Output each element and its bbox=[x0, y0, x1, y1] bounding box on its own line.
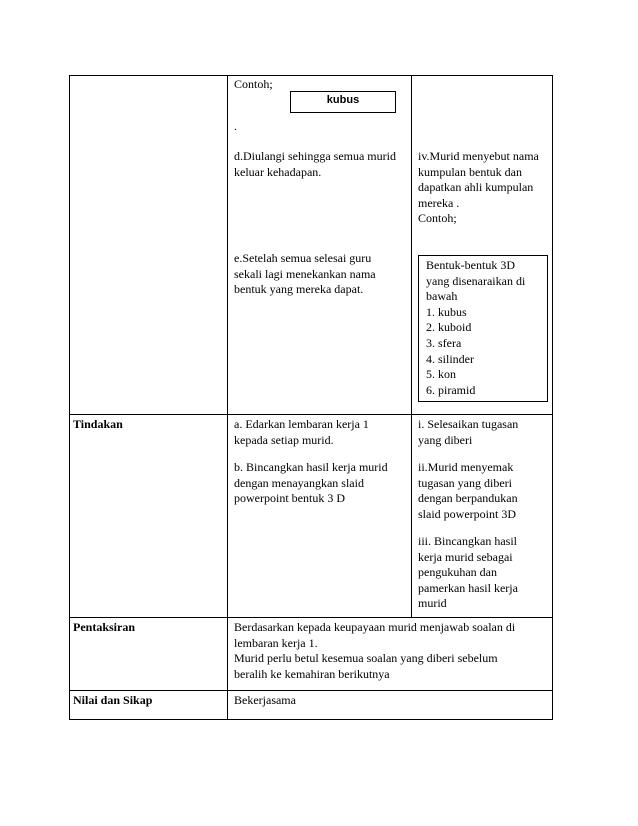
pentaksiran-line: Murid perlu betul kesemua soalan yang diberi sebelum bbox=[234, 651, 498, 666]
kubus-example-text: kubus bbox=[326, 94, 360, 106]
shapes-list-heading: Bentuk-bentuk 3D bbox=[426, 258, 515, 272]
pupil-step-iv-line: Contoh; bbox=[418, 211, 457, 226]
teacher-step-b-line: powerpoint bentuk 3 D bbox=[234, 491, 345, 506]
pupil-step-ii-line: slaid powerpoint 3D bbox=[418, 506, 516, 521]
pentaksiran-line: lembaran kerja 1. bbox=[234, 635, 318, 650]
pupil-step-iv-line: iv.Murid menyebut nama bbox=[418, 149, 539, 163]
kubus-example-box bbox=[290, 91, 396, 113]
table-left-border bbox=[69, 75, 70, 720]
dot-marker: . bbox=[234, 119, 237, 133]
pupil-step-iii-line: pengukuhan dan bbox=[418, 565, 497, 580]
pupil-step-ii bbox=[418, 460, 518, 522]
pentaksiran-label: Pentaksiran bbox=[73, 620, 136, 634]
pupil-step-iii-line: iii. Bincangkan hasil bbox=[418, 534, 517, 548]
shapes-list-item: 3. sfera bbox=[426, 335, 462, 350]
step-d-line: keluar kehadapan. bbox=[234, 164, 322, 179]
pupil-step-iii-line: kerja murid sebagai bbox=[418, 549, 513, 564]
shapes-list bbox=[426, 258, 525, 398]
table-top-border bbox=[69, 75, 553, 76]
pupil-step-iv-line: mereka . bbox=[418, 195, 460, 210]
column-divider-2 bbox=[411, 75, 412, 618]
pupil-step-iv-line: dapatkan ahli kumpulan bbox=[418, 180, 534, 195]
teacher-step-b-line: b. Bincangkan hasil kerja murid bbox=[234, 460, 388, 474]
pupil-step-ii-line: tugasan yang diberi bbox=[418, 475, 512, 490]
table-right-border bbox=[552, 75, 553, 720]
pupil-step-iv bbox=[418, 149, 539, 227]
shapes-list-box bbox=[418, 255, 548, 402]
pupil-step-ii-line: dengan berpandukan bbox=[418, 491, 518, 506]
step-e-line: e.Setelah semua selesai guru bbox=[234, 251, 372, 265]
teacher-step-a-line: kepada setiap murid. bbox=[234, 432, 334, 447]
teacher-step-b bbox=[234, 460, 388, 507]
pupil-step-i-line: yang diberi bbox=[418, 432, 473, 447]
row-divider-tindakan bbox=[69, 414, 553, 415]
teacher-step-a bbox=[234, 417, 369, 448]
pupil-step-ii-line: ii.Murid menyemak bbox=[418, 460, 514, 474]
shapes-list-heading: bawah bbox=[426, 289, 458, 304]
shapes-list-heading: yang disenaraikan di bbox=[426, 273, 526, 288]
shapes-list-item: 1. kubus bbox=[426, 304, 467, 319]
shapes-list-item: 6. piramid bbox=[426, 382, 476, 397]
row-divider-pentaksiran bbox=[69, 617, 553, 618]
row-divider-nilai bbox=[69, 690, 553, 691]
step-d-line: d.Diulangi sehingga semua murid bbox=[234, 149, 396, 163]
pupil-step-i bbox=[418, 417, 518, 448]
pupil-step-iii-line: pamerkan hasil kerja bbox=[418, 580, 518, 595]
pentaksiran-line: Berdasarkan kepada keupayaan murid menjawab soalan di bbox=[234, 620, 516, 634]
step-d bbox=[234, 149, 396, 180]
shapes-list-item: 4. silinder bbox=[426, 351, 474, 366]
pentaksiran-line: beralih ke kemahiran berikutnya bbox=[234, 666, 390, 681]
teacher-step-a-line: a. Edarkan lembaran kerja 1 bbox=[234, 417, 369, 431]
step-e-line: sekali lagi menekankan nama bbox=[234, 266, 376, 281]
column-divider-1 bbox=[227, 75, 228, 720]
step-e bbox=[234, 251, 376, 298]
pupil-step-iii-line: murid bbox=[418, 596, 447, 611]
table-bottom-border bbox=[69, 719, 553, 720]
nilai-label: Nilai dan Sikap bbox=[73, 693, 153, 707]
nilai-value: Bekerjasama bbox=[234, 693, 296, 707]
pupil-step-i-line: i. Selesaikan tugasan bbox=[418, 417, 519, 431]
shapes-list-item: 2. kuboid bbox=[426, 320, 472, 335]
step-e-line: bentuk yang mereka dapat. bbox=[234, 282, 364, 297]
tindakan-label: Tindakan bbox=[73, 417, 123, 431]
contoh-label: Contoh; bbox=[234, 77, 273, 91]
teacher-step-b-line: dengan menayangkan slaid bbox=[234, 475, 364, 490]
pentaksiran-text bbox=[234, 620, 515, 682]
pupil-step-iv-line: kumpulan bentuk dan bbox=[418, 164, 522, 179]
shapes-list-item: 5. kon bbox=[426, 367, 456, 382]
pupil-step-iii bbox=[418, 534, 518, 612]
